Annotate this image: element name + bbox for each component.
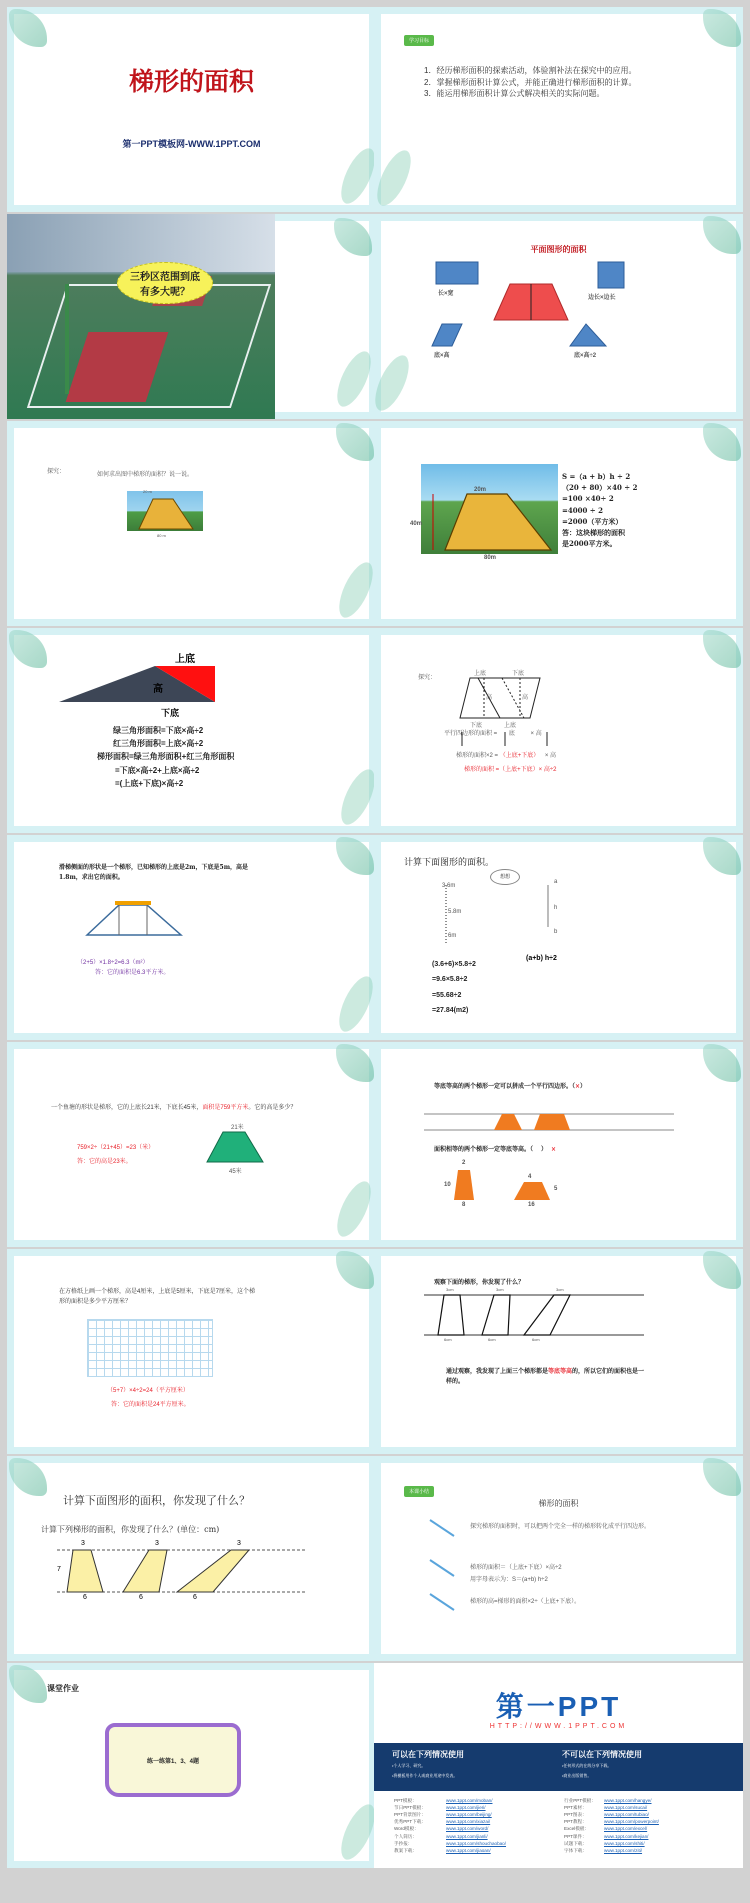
dim-label: 10 bbox=[444, 1182, 451, 1188]
link-label: 优秀PPT下载： bbox=[394, 1819, 426, 1825]
question-highlight: 面积是759平方米 bbox=[202, 1105, 249, 1111]
section-tag: 本课小结 bbox=[404, 1486, 434, 1497]
link-url[interactable]: www.1ppt.com/excel/ bbox=[604, 1826, 648, 1832]
summary-title: 梯形的面积 bbox=[538, 1499, 579, 1508]
judgement-2 bbox=[434, 1144, 556, 1153]
goal-item: 1．经历梯形面积的探索活动，体验割补法在探究中的应用。 bbox=[424, 66, 637, 75]
formula-part: × 高 bbox=[544, 753, 557, 759]
formula-part: 平行四边形的面积 = bbox=[444, 731, 498, 737]
slide-court-photo[interactable] bbox=[7, 214, 376, 419]
link-row[interactable] bbox=[394, 1818, 506, 1825]
link-row[interactable] bbox=[564, 1847, 659, 1854]
link-label: PPT背景图片： bbox=[394, 1812, 426, 1818]
playground-slide bbox=[85, 897, 185, 937]
link-row[interactable] bbox=[394, 1833, 506, 1840]
bottom-length: 6 bbox=[193, 1594, 197, 1601]
top-length: 3cm bbox=[496, 1287, 504, 1292]
observe-conclusion bbox=[446, 1367, 646, 1387]
land-photo bbox=[421, 464, 558, 554]
top-length: 3 bbox=[81, 1540, 85, 1547]
pond-trapezoid bbox=[203, 1130, 267, 1164]
bottom-label: 上底 bbox=[504, 723, 517, 729]
height-length: 7 bbox=[57, 1566, 61, 1573]
step-line: 是2000平方米。 bbox=[562, 539, 617, 549]
top-length: 20m bbox=[474, 487, 487, 493]
link-row[interactable] bbox=[564, 1804, 659, 1811]
slide-1ppt-info[interactable] bbox=[374, 1663, 743, 1868]
brand-logo: 第一PPT bbox=[495, 1691, 622, 1722]
link-list-left bbox=[394, 1797, 506, 1854]
dim-label: 8 bbox=[462, 1202, 466, 1208]
hoop-pole bbox=[65, 284, 69, 394]
shape-label: 长×宽 bbox=[438, 291, 454, 297]
judgement-mark: × bbox=[575, 1083, 581, 1090]
slide-plane-shapes[interactable] bbox=[374, 214, 743, 419]
formula-part: × 高 bbox=[530, 731, 542, 737]
goal-list bbox=[424, 65, 724, 100]
link-row[interactable] bbox=[394, 1825, 506, 1832]
link-label: PPT图表： bbox=[564, 1812, 587, 1818]
shapes-title: 平面图形的面积 bbox=[530, 245, 587, 254]
slide-true-false[interactable] bbox=[374, 1042, 743, 1247]
discover-sub: 计算下列梯形的面积，你发现了什么？(单位：cm) bbox=[41, 1525, 220, 1534]
goal-item: 3．能运用梯形面积计算公式解决相关的实际问题。 bbox=[424, 89, 605, 99]
three-trapezoids bbox=[374, 1249, 743, 1454]
link-label: 教案下载： bbox=[394, 1847, 417, 1853]
court-photo bbox=[7, 214, 275, 419]
answer-text: 答：它的面积是6.3平方米。 bbox=[95, 970, 170, 976]
square-grid bbox=[87, 1319, 213, 1377]
bubble-text: 想想 bbox=[499, 874, 510, 880]
answer-formula: （2+5）×1.8÷2=6.3（m²） bbox=[77, 960, 149, 966]
link-row[interactable] bbox=[564, 1811, 659, 1818]
leaf-decor bbox=[336, 423, 374, 461]
judgement-text: ） bbox=[580, 1083, 587, 1090]
link-label: 节日PPT模板： bbox=[394, 1805, 426, 1811]
dim-label: 2 bbox=[462, 1160, 466, 1166]
height-label: 高 bbox=[153, 684, 163, 695]
step-line: =27.84(m2) bbox=[432, 1007, 469, 1015]
formula-part: （上底+下底） bbox=[499, 753, 540, 759]
link-url[interactable]: www.1ppt.com/tubiao/ bbox=[604, 1812, 649, 1818]
leaf-decor bbox=[703, 9, 741, 47]
link-url[interactable]: www.1ppt.com/beijing/ bbox=[446, 1812, 492, 1818]
link-label: 行业PPT模板： bbox=[564, 1798, 596, 1803]
link-row[interactable] bbox=[564, 1825, 659, 1832]
bottom-length: 6cm bbox=[532, 1337, 540, 1342]
link-url[interactable]: www.1ppt.com/moban/ bbox=[446, 1798, 493, 1803]
cannot-item: •任何形式的在线分享下载。 bbox=[562, 1763, 612, 1768]
link-url[interactable]: www.1ppt.com/jiaoan/ bbox=[446, 1847, 491, 1853]
leaf-decor bbox=[374, 146, 418, 211]
bottom-base-label: 下底 bbox=[161, 708, 180, 718]
top-label: 上底 bbox=[474, 671, 487, 677]
leaf-decor bbox=[336, 1251, 374, 1289]
dimension-label: 6m bbox=[448, 933, 457, 939]
letter-label: b bbox=[554, 929, 558, 935]
slide-observe[interactable] bbox=[374, 1249, 743, 1454]
step-line: =100 ×40÷ 2 bbox=[562, 494, 614, 504]
can-title: 可以在下列情况使用 bbox=[392, 1750, 464, 1759]
bottom-length: 6cm bbox=[488, 1337, 496, 1342]
slide-compute-area[interactable] bbox=[374, 835, 743, 1040]
grid-question: 在方格纸上画一个梯形，高是4厘米，上底是5厘米，下底是7厘米，这个梯形的面积是多少平方厘米？ bbox=[59, 1289, 256, 1306]
conclusion-part: 通过观察，我发现了上面三个梯形都是 bbox=[446, 1368, 549, 1375]
link-label: Word模板： bbox=[394, 1826, 419, 1832]
formula-row bbox=[444, 728, 542, 737]
leaf-decor bbox=[332, 558, 376, 623]
height-length: 40m bbox=[410, 521, 423, 527]
judgement-text: ） bbox=[541, 1146, 548, 1153]
top-label: 下底 bbox=[512, 671, 525, 677]
letter-formula: (a+b) h÷2 bbox=[526, 955, 557, 962]
step-line: =4000 ÷ 2 bbox=[562, 505, 603, 515]
court-building bbox=[7, 214, 275, 272]
top-length: 3 bbox=[237, 1540, 241, 1547]
dimension-label: 3.6m bbox=[442, 883, 456, 889]
link-label: PPT素材： bbox=[564, 1805, 587, 1811]
bubble-text: 三秒区范围到底有多大呢？ bbox=[130, 272, 200, 298]
link-url[interactable]: www.1ppt.com/hangye/ bbox=[604, 1798, 652, 1803]
link-label: 个人简历： bbox=[394, 1833, 417, 1839]
slide-compute-discover[interactable] bbox=[7, 1456, 376, 1661]
formula-part: 底 bbox=[508, 731, 515, 737]
leaf-decor bbox=[336, 1044, 374, 1082]
dim-label: 16 bbox=[528, 1202, 535, 1208]
link-url[interactable]: www.1ppt.com/word/ bbox=[446, 1826, 489, 1832]
explore-text: 如何求出图中梯形的面积？说一说。 bbox=[97, 472, 194, 478]
pond-bottom-label: 45米 bbox=[229, 1169, 242, 1175]
compute-steps bbox=[432, 957, 476, 1019]
summary-strokes bbox=[374, 1456, 743, 1661]
formula-row bbox=[456, 750, 556, 759]
dotted-lines bbox=[374, 835, 743, 1040]
link-url[interactable]: www.1ppt.com/sucai/ bbox=[604, 1805, 648, 1811]
grid-answer: 答：它的面积是24平方厘米。 bbox=[111, 1402, 190, 1408]
bottom-length: 6cm bbox=[444, 1337, 452, 1342]
summary-point: 梯形的高=梯形的面积×2÷（上底+下底）。 bbox=[470, 1599, 581, 1605]
derivation-line: 绿三角形面积=下底×高÷2 bbox=[113, 726, 204, 735]
bottom-length: 6 bbox=[83, 1594, 87, 1601]
parallelogram-figure bbox=[374, 628, 743, 833]
derivation-line: =下底×高÷2+上底×高÷2 bbox=[115, 765, 200, 775]
land-photo bbox=[127, 491, 203, 531]
formula-part: 梯形的面积×2 = bbox=[456, 753, 499, 759]
slide-frame bbox=[7, 1042, 376, 1247]
leaf-decor bbox=[336, 837, 374, 875]
parallelogram-shape bbox=[432, 324, 462, 346]
cannot-title: 不可以在下列情况使用 bbox=[562, 1750, 642, 1759]
top-length: 3 bbox=[155, 1540, 159, 1547]
slide-fish-pond[interactable] bbox=[7, 1042, 376, 1247]
link-row[interactable] bbox=[564, 1818, 659, 1825]
leaf-decor bbox=[330, 1177, 376, 1242]
link-row[interactable] bbox=[394, 1847, 506, 1854]
step-line: S =（a + b）h ÷ 2 bbox=[562, 472, 631, 481]
link-label: PPT课件： bbox=[564, 1833, 587, 1839]
triangle-shape bbox=[570, 324, 606, 346]
discover-title: 计算下面图形的面积，你发现了什么？ bbox=[63, 1495, 250, 1507]
step-line: =55.68÷2 bbox=[432, 991, 462, 999]
letter-label: a bbox=[554, 879, 558, 885]
top-length: 3cm bbox=[446, 1287, 454, 1292]
formula-result: 梯形的面积 =（上底+下底）× 高÷2 bbox=[464, 767, 557, 773]
leaf-decor bbox=[9, 9, 47, 47]
leaf-decor bbox=[703, 423, 741, 461]
brand-url: HTTP://WWW.1PPT.COM bbox=[489, 1723, 628, 1730]
height-label: 高 bbox=[522, 695, 529, 701]
slide-land-solution[interactable] bbox=[374, 421, 743, 626]
slide-goals[interactable] bbox=[374, 7, 743, 212]
explore-label: 探究： bbox=[418, 675, 437, 681]
homework-title: 课堂作业 bbox=[47, 1684, 79, 1693]
conclusion-part: 的，所以它们的面积也是一样的。 bbox=[446, 1368, 645, 1386]
pond-top-label: 21米 bbox=[231, 1125, 244, 1131]
compute-title: 计算下面图形的面积。 bbox=[404, 857, 495, 867]
leaf-decor bbox=[330, 347, 376, 412]
book-text: 练一练第1、3、4题 bbox=[146, 1758, 199, 1765]
link-row[interactable] bbox=[394, 1840, 506, 1847]
step-line: =9.6×5.8÷2 bbox=[432, 976, 468, 984]
link-url[interactable]: www.1ppt.com/xiazai/ bbox=[446, 1819, 491, 1825]
pond-answer: 759×2÷（21+45）=23（米） bbox=[77, 1145, 155, 1151]
leaf-decor bbox=[334, 1800, 376, 1865]
shape-label: 边长×边长 bbox=[588, 295, 616, 301]
top-base-label: 上底 bbox=[175, 654, 195, 665]
problem-text: 滑梯侧面的形状是一个梯形，已知梯形的上底是2m，下底是5m，高是1.8m，求出它的面积。 bbox=[59, 864, 249, 881]
link-url[interactable]: www.1ppt.com/jianli/ bbox=[446, 1833, 488, 1839]
rectangle-shape bbox=[436, 262, 478, 284]
pond-question bbox=[51, 1102, 296, 1111]
bottom-label: 下底 bbox=[470, 723, 483, 729]
link-label: PPT教程： bbox=[564, 1819, 587, 1825]
shapes-figure bbox=[374, 214, 743, 419]
leaf-decor bbox=[334, 144, 376, 209]
link-url[interactable]: www.1ppt.com/jieri/ bbox=[446, 1805, 486, 1811]
dim-label: 4 bbox=[528, 1174, 532, 1180]
question-bubble bbox=[117, 262, 213, 304]
land-trapezoid bbox=[127, 491, 203, 531]
discover-figures bbox=[7, 1456, 376, 1661]
link-row[interactable] bbox=[394, 1797, 506, 1804]
pond-answer: 答：它的高是23米。 bbox=[77, 1159, 132, 1165]
judgement-text: 等底等高的两个梯形一定可以拼成一个平行四边形。（ bbox=[434, 1083, 576, 1090]
link-url[interactable]: www.1ppt.com/shiti/ bbox=[604, 1840, 645, 1846]
link-label: 手抄报： bbox=[394, 1840, 413, 1846]
observe-question: 观察下面的梯形，你发现了什么？ bbox=[434, 1279, 525, 1286]
link-label: 试题下载： bbox=[564, 1840, 587, 1846]
dim-label: 5 bbox=[554, 1186, 558, 1192]
summary-point: 梯形的面积＝（上底+下底）×高÷2 bbox=[470, 1565, 562, 1571]
explore-label: 探究： bbox=[47, 469, 66, 475]
summary-point: 探究梯形的面积时，可以把两个完全一样的梯形转化成平行四边形。 bbox=[470, 1524, 651, 1530]
shape-label: 底×高÷2 bbox=[574, 353, 597, 359]
derivation-line: 红三角形面积=上底×高÷2 bbox=[113, 739, 204, 749]
link-list-right bbox=[564, 1797, 659, 1854]
link-row[interactable] bbox=[564, 1797, 659, 1804]
step-line: =2000（平方米） bbox=[562, 516, 623, 526]
link-url[interactable]: www.1ppt.com/powerpoint/ bbox=[604, 1819, 659, 1825]
step-line: (3.6+6)×5.8÷2 bbox=[432, 961, 476, 968]
conclusion-highlight: 等底等高 bbox=[548, 1368, 573, 1375]
link-label: Excel模板： bbox=[564, 1826, 590, 1832]
width-label: 20 m bbox=[143, 489, 152, 494]
link-row[interactable] bbox=[564, 1833, 659, 1840]
section-tag: 学习目标 bbox=[404, 35, 434, 46]
judgement-text: 面积相等的两个梯形一定等底等高。（ bbox=[434, 1146, 534, 1153]
dimension-label: 5.8m bbox=[448, 909, 462, 915]
leaf-decor bbox=[334, 218, 372, 256]
can-item: •个人学习、研究。 bbox=[392, 1763, 426, 1768]
slide-explore-land[interactable] bbox=[7, 421, 376, 626]
leaf-decor bbox=[9, 1665, 47, 1703]
square-shape bbox=[598, 262, 624, 288]
link-row[interactable] bbox=[394, 1811, 506, 1818]
grid-answer: （5+7）×4÷2=24（平方厘米） bbox=[107, 1388, 189, 1394]
letter-label: h bbox=[554, 905, 558, 911]
slide-homework[interactable] bbox=[7, 1663, 376, 1868]
leaf-decor bbox=[332, 972, 376, 1037]
question-part: 一个鱼塘的形状是梯形，它的上底长21米，下底长45米， bbox=[51, 1105, 203, 1111]
slide-slide-problem[interactable] bbox=[7, 835, 376, 1040]
link-row[interactable] bbox=[394, 1804, 506, 1811]
height-label: 高 bbox=[486, 695, 493, 701]
step-line: 答：这块梯形的面积 bbox=[562, 527, 625, 537]
judgement-figures bbox=[374, 1042, 743, 1247]
width-label: 80 m bbox=[157, 533, 166, 538]
link-row[interactable] bbox=[564, 1840, 659, 1847]
cannot-item: •商业出版销售。 bbox=[562, 1773, 592, 1778]
bottom-length: 80m bbox=[484, 555, 497, 561]
link-url[interactable]: www.1ppt.com/shouchaobao/ bbox=[446, 1840, 507, 1846]
derivation-line: =(上底+下底)×高÷2 bbox=[115, 778, 184, 788]
judgement-mark: × bbox=[551, 1146, 557, 1153]
top-length: 3cm bbox=[556, 1287, 564, 1292]
derivation-line: 梯形面积=绿三角形面积+红三角形面积 bbox=[97, 752, 235, 762]
homework-book bbox=[105, 1723, 241, 1797]
usage-bar bbox=[374, 1743, 743, 1791]
link-url[interactable]: www.1ppt.com/kejian/ bbox=[604, 1833, 649, 1839]
derivation bbox=[97, 724, 234, 790]
can-item: •将模板用作个人或商业用途中发表。 bbox=[392, 1773, 458, 1778]
slide-summary[interactable] bbox=[374, 1456, 743, 1661]
slide-title[interactable] bbox=[7, 7, 376, 212]
link-url[interactable]: www.1ppt.com/ziti/ bbox=[604, 1847, 643, 1853]
solution-steps bbox=[562, 471, 637, 549]
slide-frame bbox=[7, 7, 376, 212]
slide-footer: 第一PPT模板网-WWW.1PPT.COM bbox=[122, 139, 261, 149]
slide-grid-drawing[interactable] bbox=[7, 1249, 376, 1454]
slide-title-text: 梯形的面积 bbox=[128, 68, 254, 96]
land-trapezoid bbox=[421, 464, 558, 554]
summary-point: 用字母表示为：S＝(a+b) h÷2 bbox=[470, 1577, 548, 1583]
link-label: 字体下载： bbox=[564, 1847, 587, 1853]
goal-item: 2．掌握梯形面积计算公式，并能正确进行梯形面积的计算。 bbox=[424, 77, 637, 87]
step-line: （20 + 80）×40 ÷ 2 bbox=[562, 483, 638, 493]
shape-label: 底×高 bbox=[434, 353, 450, 359]
bottom-length: 6 bbox=[139, 1594, 143, 1601]
slide-triangle-split[interactable] bbox=[7, 628, 376, 833]
slide-two-trapezoids[interactable] bbox=[374, 628, 743, 833]
link-label: PPT模板： bbox=[394, 1798, 417, 1803]
question-part: 。它的高是多少？ bbox=[248, 1105, 297, 1111]
